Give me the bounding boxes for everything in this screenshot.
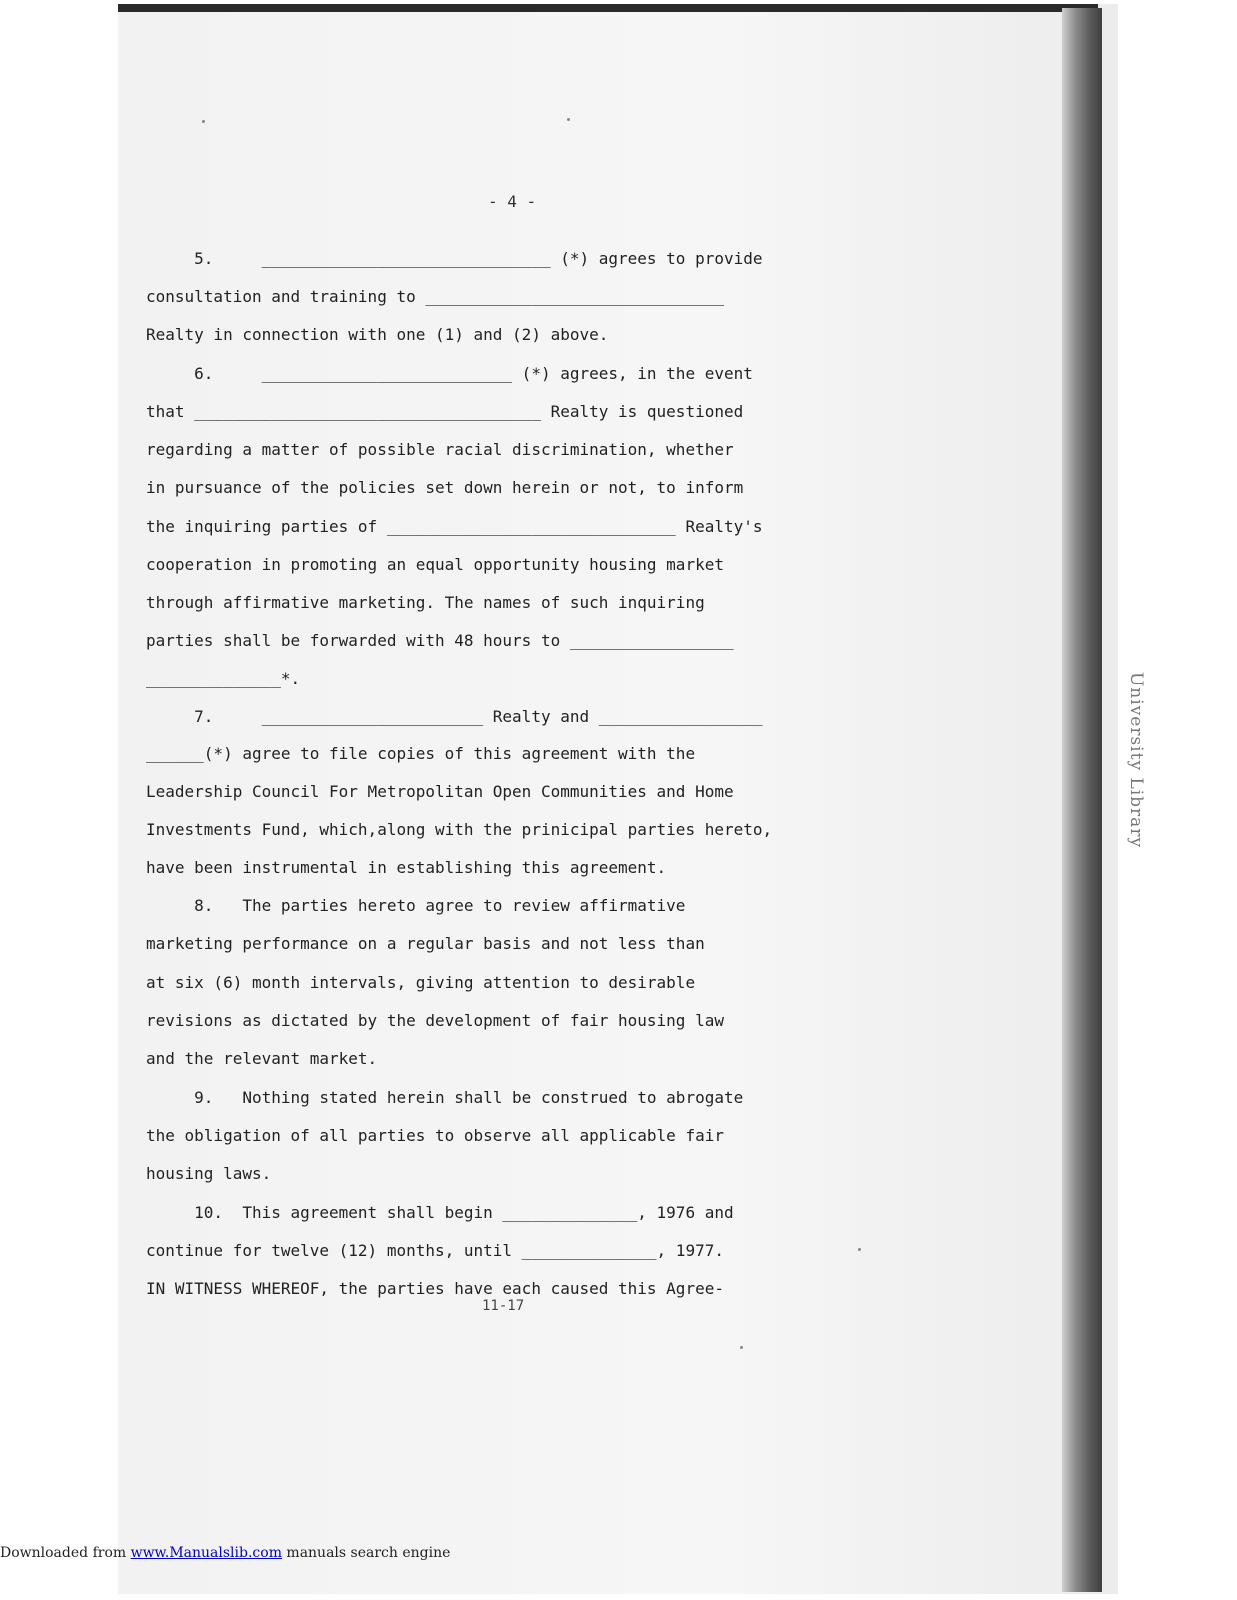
text-line: continue for twelve (12) months, until ______________, 1977. — [146, 1241, 724, 1260]
text-line: 7. _______________________ Realty and _________________ — [146, 707, 763, 726]
text-line: parties shall be forwarded with 48 hours to _________________ — [146, 631, 734, 650]
text-line: ______(*) agree to file copies of this agreement with the — [146, 744, 696, 763]
text-line: 8. The parties hereto agree to review affirmative — [146, 896, 686, 915]
text-line: and the relevant market. — [146, 1049, 378, 1068]
text-line: Leadership Council For Metropolitan Open Communities and Home — [146, 782, 734, 801]
scan-speck — [858, 1248, 861, 1251]
text-line: Investments Fund, which,along with the prinicipal parties hereto, — [146, 820, 773, 839]
text-line: ______________*. — [146, 669, 301, 688]
text-line: at six (6) month intervals, giving attention to desirable — [146, 973, 696, 992]
text-line: have been instrumental in establishing this agreement. — [146, 858, 667, 877]
text-line: 5. ______________________________ (*) agrees to provide — [146, 249, 763, 268]
download-suffix: manuals search engine — [281, 1545, 451, 1561]
page-top-edge — [118, 4, 1098, 12]
scan-speck — [740, 1346, 743, 1349]
text-line: the obligation of all parties to observe all applicable fair — [146, 1126, 724, 1145]
text-line: in pursuance of the policies set down herein or not, to inform — [146, 478, 744, 497]
binding-spine — [1062, 8, 1102, 1592]
text-line: 9. Nothing stated herein shall be construed to abrogate — [146, 1088, 744, 1107]
library-stamp: University Library — [1126, 671, 1147, 849]
download-prefix: Downloaded from — [0, 1545, 131, 1561]
footer-page-number: 11-17 — [482, 1298, 525, 1314]
scan-speck — [567, 118, 570, 121]
text-line: 6. __________________________ (*) agrees, in the event — [146, 364, 753, 383]
text-line: consultation and training to _______________________________ — [146, 287, 724, 306]
text-line: IN WITNESS WHEREOF, the parties have each caused this Agree- — [146, 1279, 724, 1298]
scan-speck — [202, 120, 205, 123]
text-line: that ____________________________________ Realty is questioned — [146, 402, 744, 421]
text-line: through affirmative marketing. The names of such inquiring — [146, 593, 705, 612]
text-line: regarding a matter of possible racial discrimination, whether — [146, 440, 734, 459]
text-line: marketing performance on a regular basis and not less than — [146, 934, 705, 953]
page-number: - 4 - — [488, 192, 537, 211]
text-line: 10. This agreement shall begin ______________, 1976 and — [146, 1203, 734, 1222]
text-line: Realty in connection with one (1) and (2) above. — [146, 325, 609, 344]
manualslib-link[interactable]: www.Manualslib.com — [130, 1545, 282, 1561]
text-line: revisions as dictated by the development of fair housing law — [146, 1011, 724, 1030]
download-notice — [0, 1545, 450, 1561]
text-line: housing laws. — [146, 1164, 272, 1183]
text-line: the inquiring parties of ______________________________ Realty's — [146, 517, 763, 536]
text-line: cooperation in promoting an equal opportunity housing market — [146, 555, 724, 574]
